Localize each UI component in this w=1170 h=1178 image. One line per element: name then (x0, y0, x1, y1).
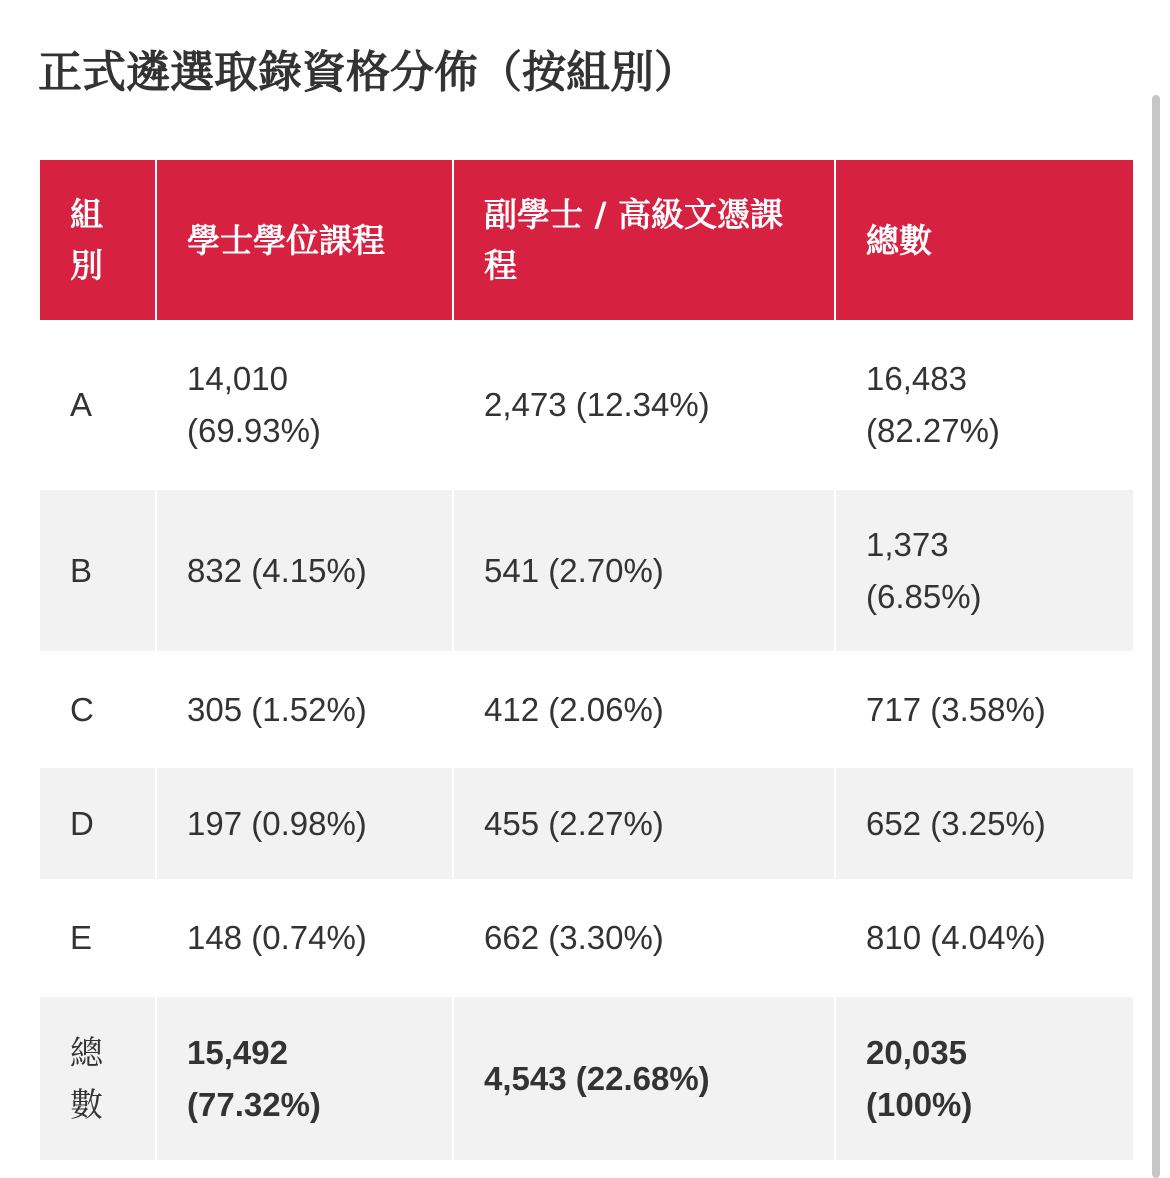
degree-total-cell (156, 996, 453, 1161)
header-sub-degree: 副學士 / 高級文憑課程 (453, 159, 835, 321)
page-title: 正式遴選取錄資格分佈（按組別） (38, 47, 698, 98)
header-group (39, 159, 156, 321)
group-cell: A (39, 321, 156, 489)
total-cell (835, 321, 1134, 489)
degree-total-value: 15,492 (77.32%) (187, 1033, 321, 1123)
total-value: 16,483 (82.27%) (866, 360, 1000, 449)
distribution-table (38, 158, 1135, 1162)
grand-total-value: 20,035 (100%) (866, 1033, 973, 1123)
sub-degree-cell (453, 321, 835, 489)
group-cell: E (39, 880, 156, 996)
table-row (39, 767, 1134, 880)
sub-degree-cell (453, 489, 835, 652)
table-row (39, 652, 1134, 767)
group-cell: C (39, 652, 156, 767)
degree-value: 305 (1.52%) (187, 690, 367, 728)
total-value: 717 (3.58%) (866, 690, 1046, 728)
sub-degree-value: 541 (2.70%) (484, 551, 664, 589)
degree-value: 832 (4.15%) (187, 551, 367, 589)
degree-cell (156, 652, 453, 767)
total-value: 652 (3.25%) (866, 804, 1046, 842)
total-cell (835, 767, 1134, 880)
sub-degree-total-value: 4,543 (22.68%) (484, 1059, 710, 1097)
total-value: 1,373 (6.85%) (866, 525, 982, 615)
sub-degree-cell (453, 767, 835, 880)
total-cell (835, 652, 1134, 767)
grand-total-cell (835, 996, 1134, 1161)
table-row (39, 321, 1134, 489)
degree-cell (156, 489, 453, 652)
total-row-label (39, 996, 156, 1161)
vertical-scrollbar[interactable] (1152, 95, 1160, 1178)
table-row (39, 880, 1134, 996)
degree-value: 14,010 (69.93%) (187, 360, 321, 449)
sub-degree-cell (453, 652, 835, 767)
table-header-row (39, 159, 1134, 321)
sub-degree-value: 412 (2.06%) (484, 690, 664, 728)
header-degree: 學士學位課程 (156, 159, 453, 321)
group-cell: B (39, 489, 156, 652)
degree-value: 148 (0.74%) (187, 919, 367, 956)
degree-cell (156, 880, 453, 996)
sub-degree-value: 455 (2.27%) (484, 804, 664, 842)
total-cell (835, 880, 1134, 996)
group-cell: D (39, 767, 156, 880)
total-value: 810 (4.04%) (866, 919, 1046, 956)
sub-degree-value: 2,473 (12.34%) (484, 386, 710, 423)
header-total: 總數 (835, 159, 1134, 321)
sub-degree-value: 662 (3.30%) (484, 919, 664, 956)
sub-degree-total-cell (453, 996, 835, 1161)
total-cell (835, 489, 1134, 652)
degree-cell (156, 767, 453, 880)
total-row (39, 996, 1134, 1161)
degree-cell (156, 321, 453, 489)
table-row (39, 489, 1134, 652)
total-row-label-text: 總數 (70, 1032, 103, 1124)
header-group-label: 組別 (70, 195, 103, 285)
sub-degree-cell (453, 880, 835, 996)
degree-value: 197 (0.98%) (187, 804, 367, 842)
